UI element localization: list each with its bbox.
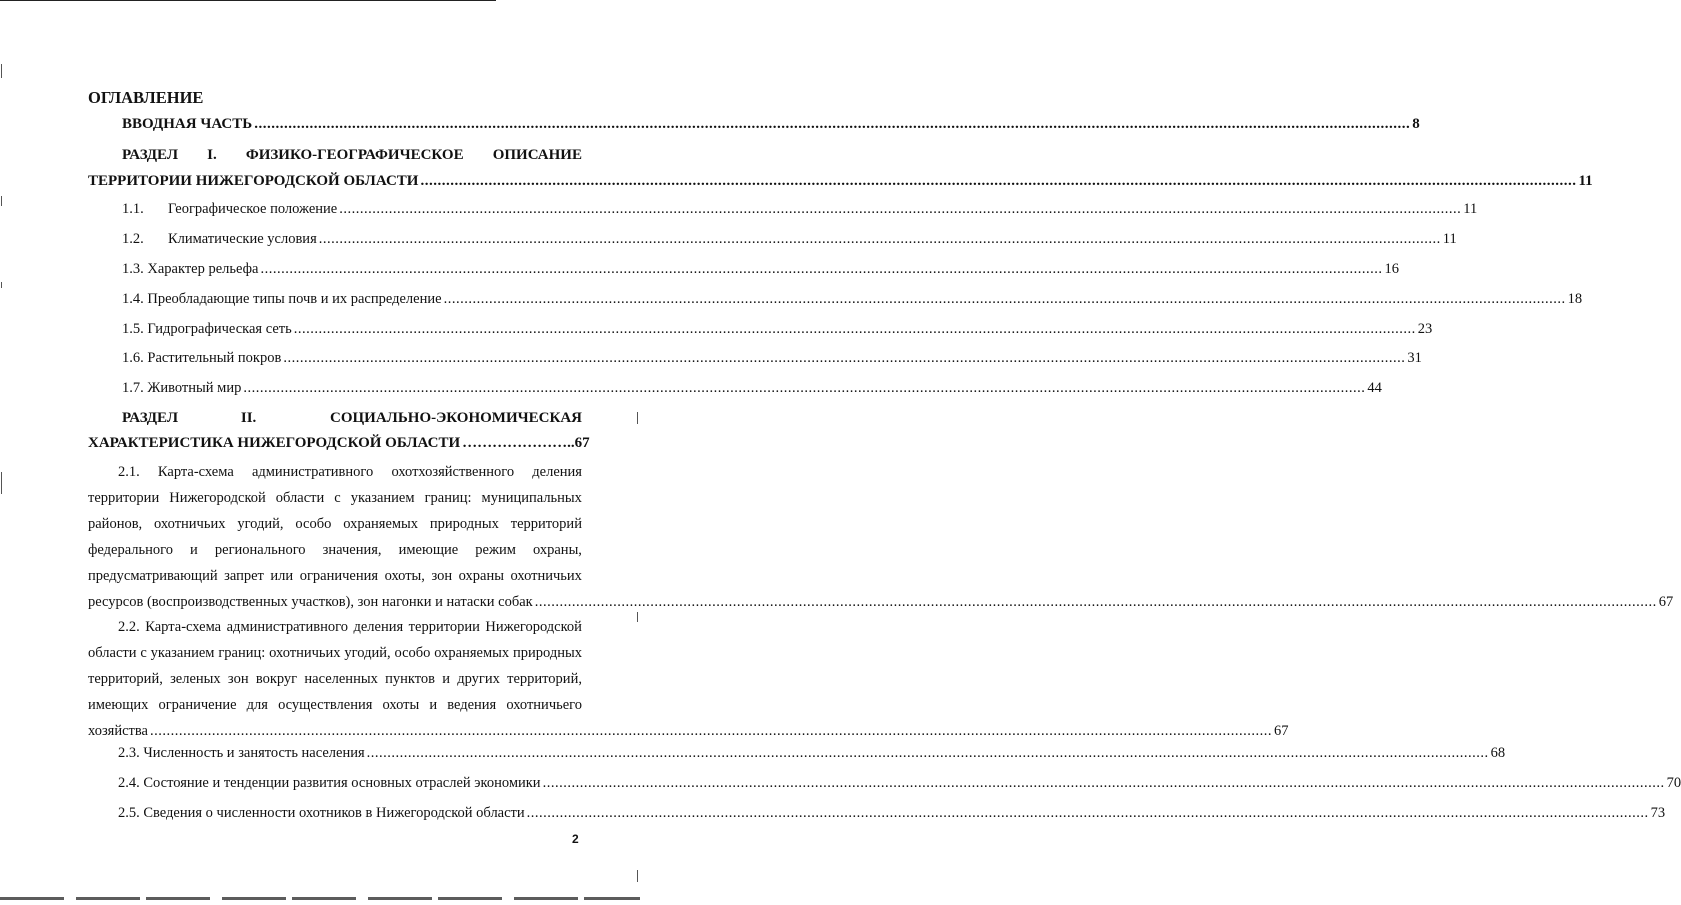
section-title: ТЕРРИТОРИИ НИЖЕГОРОДСКОЙ ОБЛАСТИ bbox=[88, 173, 419, 189]
paragraph-word: ограничение bbox=[158, 697, 237, 713]
toc-entry-label: 1.5. Гидрографическая сеть bbox=[122, 321, 292, 337]
toc-entry-2-1[interactable] bbox=[88, 459, 1674, 615]
dot-leader bbox=[535, 589, 1657, 615]
dot-leader: ………………….. bbox=[462, 435, 575, 451]
section-2-title-line1[interactable] bbox=[122, 406, 582, 430]
paragraph-word: административного bbox=[251, 464, 374, 480]
paragraph-word: территорий bbox=[510, 516, 582, 532]
toc-entry-label: ВВОДНАЯ ЧАСТЬ bbox=[122, 116, 253, 132]
toc-entry-page: 16 bbox=[1384, 261, 1399, 277]
paragraph-word: Нижегородской bbox=[485, 619, 582, 635]
paragraph-word: территорий, bbox=[88, 671, 163, 687]
paragraph-word: охоты bbox=[382, 697, 420, 713]
paragraph-word: охотхозяйственного bbox=[391, 464, 515, 480]
paragraph-word: охоты, bbox=[384, 568, 425, 584]
toc-entry[interactable] bbox=[122, 227, 1457, 251]
paragraph-word: с bbox=[140, 645, 147, 661]
toc-entry-page: 11 bbox=[1578, 173, 1593, 189]
paragraph-word: охраняемых bbox=[343, 516, 419, 532]
section-title-part: СОЦИАЛЬНО-ЭКОНОМИЧЕСКАЯ bbox=[330, 410, 582, 426]
paragraph-word: значения, bbox=[322, 542, 382, 558]
paragraph-word: охраняемых bbox=[434, 645, 510, 661]
paragraph-word: федерального bbox=[88, 542, 173, 558]
toc-entry-label: 1.4. Преобладающие типы почв и их распределение bbox=[122, 291, 442, 307]
paragraph-word: указанием bbox=[350, 490, 415, 506]
toc-entry-label: 1.7. Животный мир bbox=[122, 380, 242, 396]
paragraph-word: ведения bbox=[447, 697, 497, 713]
toc-entry[interactable] bbox=[122, 257, 1399, 281]
dot-leader bbox=[260, 257, 1382, 281]
paragraph-line bbox=[88, 485, 582, 511]
section-roman: I. bbox=[207, 147, 217, 163]
toc-entry-page: 31 bbox=[1407, 350, 1422, 366]
page-number: 2 bbox=[572, 832, 579, 846]
paragraph-word: имеющих bbox=[88, 697, 149, 713]
toc-entry-page: 18 bbox=[1567, 291, 1583, 307]
section-2-title-line2[interactable] bbox=[88, 431, 590, 455]
paragraph-word: муниципальных bbox=[481, 490, 582, 506]
toc-entry-page: 67 bbox=[1273, 723, 1289, 739]
paragraph-word: зон bbox=[431, 568, 453, 584]
section-title-part: ФИЗИКО-ГЕОГРАФИЧЕСКОЕ bbox=[245, 147, 464, 163]
paragraph-word: районов, bbox=[88, 516, 143, 532]
toc-entry[interactable] bbox=[118, 771, 1681, 795]
paragraph-word: административного bbox=[226, 619, 348, 635]
toc-entry-page: 23 bbox=[1417, 321, 1433, 337]
section-1-title-line1[interactable] bbox=[122, 143, 582, 167]
dot-leader bbox=[527, 801, 1649, 825]
paragraph-word: осуществления bbox=[278, 697, 373, 713]
toc-entry-number: 1.2. bbox=[122, 231, 144, 247]
toc-entry[interactable] bbox=[122, 317, 1433, 341]
dot-leader bbox=[444, 287, 1566, 311]
paragraph-line bbox=[88, 511, 582, 537]
dot-leader bbox=[294, 317, 1416, 341]
toc-entry-page: 70 bbox=[1666, 775, 1681, 791]
toc-entry-intro[interactable] bbox=[122, 112, 1420, 136]
paragraph-word: территорий, bbox=[507, 671, 582, 687]
paragraph-word: с bbox=[334, 490, 341, 506]
paragraph-line bbox=[88, 666, 582, 692]
paragraph-word: вокруг bbox=[255, 671, 298, 687]
toc-entry-label: 1.3. Характер рельефа bbox=[122, 261, 259, 277]
paragraph-word: и bbox=[429, 697, 438, 713]
toc-entry-label: Географическое положение bbox=[168, 201, 338, 217]
toc-entry-page: 68 bbox=[1490, 745, 1506, 761]
paragraph-word: угодий, bbox=[237, 516, 284, 532]
dot-leader bbox=[367, 741, 1489, 765]
paragraph-word: охотничьих bbox=[154, 516, 226, 532]
toc-entry-page: 67 bbox=[574, 435, 590, 451]
toc-entry-page: 11 bbox=[1442, 231, 1457, 247]
paragraph-word: территории bbox=[408, 619, 480, 635]
section-title: ХАРАКТЕРИСТИКА НИЖЕГОРОДСКОЙ ОБЛАСТИ bbox=[88, 435, 461, 451]
toc-entry[interactable] bbox=[122, 287, 1583, 311]
paragraph-word: 2.1. bbox=[118, 464, 140, 480]
toc-entry-label: 2.5. Сведения о численности охотников в Нижегородской области bbox=[118, 805, 525, 821]
paragraph-line bbox=[88, 537, 582, 563]
toc-entry[interactable] bbox=[122, 376, 1382, 400]
dot-leader bbox=[283, 346, 1405, 370]
paragraph-word: особо bbox=[394, 645, 431, 661]
paragraph-word: для bbox=[246, 697, 268, 713]
paragraph-word: ограничения bbox=[299, 568, 379, 584]
toc-entry-label: Климатические условия bbox=[168, 231, 317, 247]
toc-entry-page: 11 bbox=[1463, 201, 1478, 217]
section-title-part: ОПИСАНИЕ bbox=[492, 147, 582, 163]
paragraph-word: охотничьего bbox=[506, 697, 582, 713]
paragraph-word: области bbox=[88, 645, 137, 661]
dot-leader bbox=[243, 376, 1365, 400]
paragraph-word: или bbox=[270, 568, 294, 584]
paragraph-word: населенных bbox=[304, 671, 378, 687]
paragraph-word: и bbox=[442, 671, 450, 687]
toc-entry[interactable] bbox=[118, 801, 1666, 825]
paragraph-word: предусматривающий bbox=[88, 568, 218, 584]
paragraph-word: пунктов bbox=[385, 671, 435, 687]
toc-entry-page: 8 bbox=[1412, 116, 1420, 132]
paragraph-line bbox=[88, 459, 582, 485]
toc-entry-label: 1.6. Растительный покров bbox=[122, 350, 282, 366]
paragraph-word: и bbox=[190, 542, 198, 558]
toc-entry-label: ресурсов (воспроизводственных участков), зон нагонки и натаски собак bbox=[88, 594, 533, 610]
toc-entry-page: 73 bbox=[1650, 805, 1666, 821]
toc-entry-label: 2.3. Численность и занятость населения bbox=[118, 745, 365, 761]
paragraph-line bbox=[88, 563, 582, 589]
paragraph-word: других bbox=[457, 671, 500, 687]
paragraph-word: деления bbox=[532, 464, 582, 480]
paragraph-word: охраны, bbox=[532, 542, 582, 558]
paragraph-word: указанием bbox=[150, 645, 215, 661]
toc-entry-label: 2.4. Состояние и тенденции развития основных отраслей экономики bbox=[118, 775, 541, 791]
paragraph-line bbox=[88, 640, 582, 666]
paragraph-word: природных bbox=[512, 645, 582, 661]
paragraph-word: области bbox=[275, 490, 325, 506]
paragraph-word: территории bbox=[88, 490, 160, 506]
toc-entry[interactable] bbox=[122, 346, 1422, 370]
paragraph-word: запрет bbox=[224, 568, 264, 584]
paragraph-word: границ: bbox=[424, 490, 472, 506]
toc-entry-number: 1.1. bbox=[122, 201, 144, 217]
paragraph-word: Карта-схема bbox=[157, 464, 234, 480]
section-word: РАЗДЕЛ bbox=[122, 147, 179, 163]
paragraph-word: природных bbox=[429, 516, 499, 532]
paragraph-last-line bbox=[88, 589, 1674, 615]
dot-leader bbox=[319, 227, 1441, 251]
paragraph-word: особо bbox=[295, 516, 332, 532]
paragraph-word: охраны bbox=[458, 568, 504, 584]
toc-entry-page: 44 bbox=[1367, 380, 1382, 396]
paragraph-word: 2.2. bbox=[118, 619, 140, 635]
paragraph-word: зеленых bbox=[170, 671, 221, 687]
toc-entry-2-2[interactable] bbox=[88, 614, 1289, 744]
section-roman: II. bbox=[240, 410, 257, 426]
paragraph-word: Карта-схема bbox=[145, 619, 222, 635]
section-1-title-line2[interactable] bbox=[88, 169, 1593, 193]
toc-entry[interactable] bbox=[118, 741, 1506, 765]
paragraph-word: регионального bbox=[214, 542, 306, 558]
toc-entry-page: 67 bbox=[1658, 594, 1674, 610]
dot-leader bbox=[254, 112, 1410, 136]
toc-entry[interactable] bbox=[122, 197, 1478, 221]
paragraph-word: охотничьих bbox=[510, 568, 582, 584]
paragraph-word: режим bbox=[475, 542, 516, 558]
dot-leader bbox=[339, 197, 1461, 221]
toc-entry-label: хозяйства bbox=[88, 723, 148, 739]
toc-heading: ОГЛАВЛЕНИЕ bbox=[88, 88, 204, 107]
paragraph-line bbox=[88, 614, 582, 640]
paragraph-word: деления bbox=[353, 619, 404, 635]
paragraph-word: охотничьих bbox=[269, 645, 341, 661]
dot-leader bbox=[543, 771, 1665, 795]
dot-leader bbox=[420, 169, 1576, 193]
paragraph-word: зон bbox=[227, 671, 249, 687]
section-word: РАЗДЕЛ bbox=[122, 410, 179, 426]
paragraph-word: имеющие bbox=[398, 542, 459, 558]
paragraph-line bbox=[88, 692, 582, 718]
paragraph-word: границ: bbox=[218, 645, 266, 661]
paragraph-word: угодий, bbox=[344, 645, 391, 661]
paragraph-word: Нижегородской bbox=[169, 490, 266, 506]
